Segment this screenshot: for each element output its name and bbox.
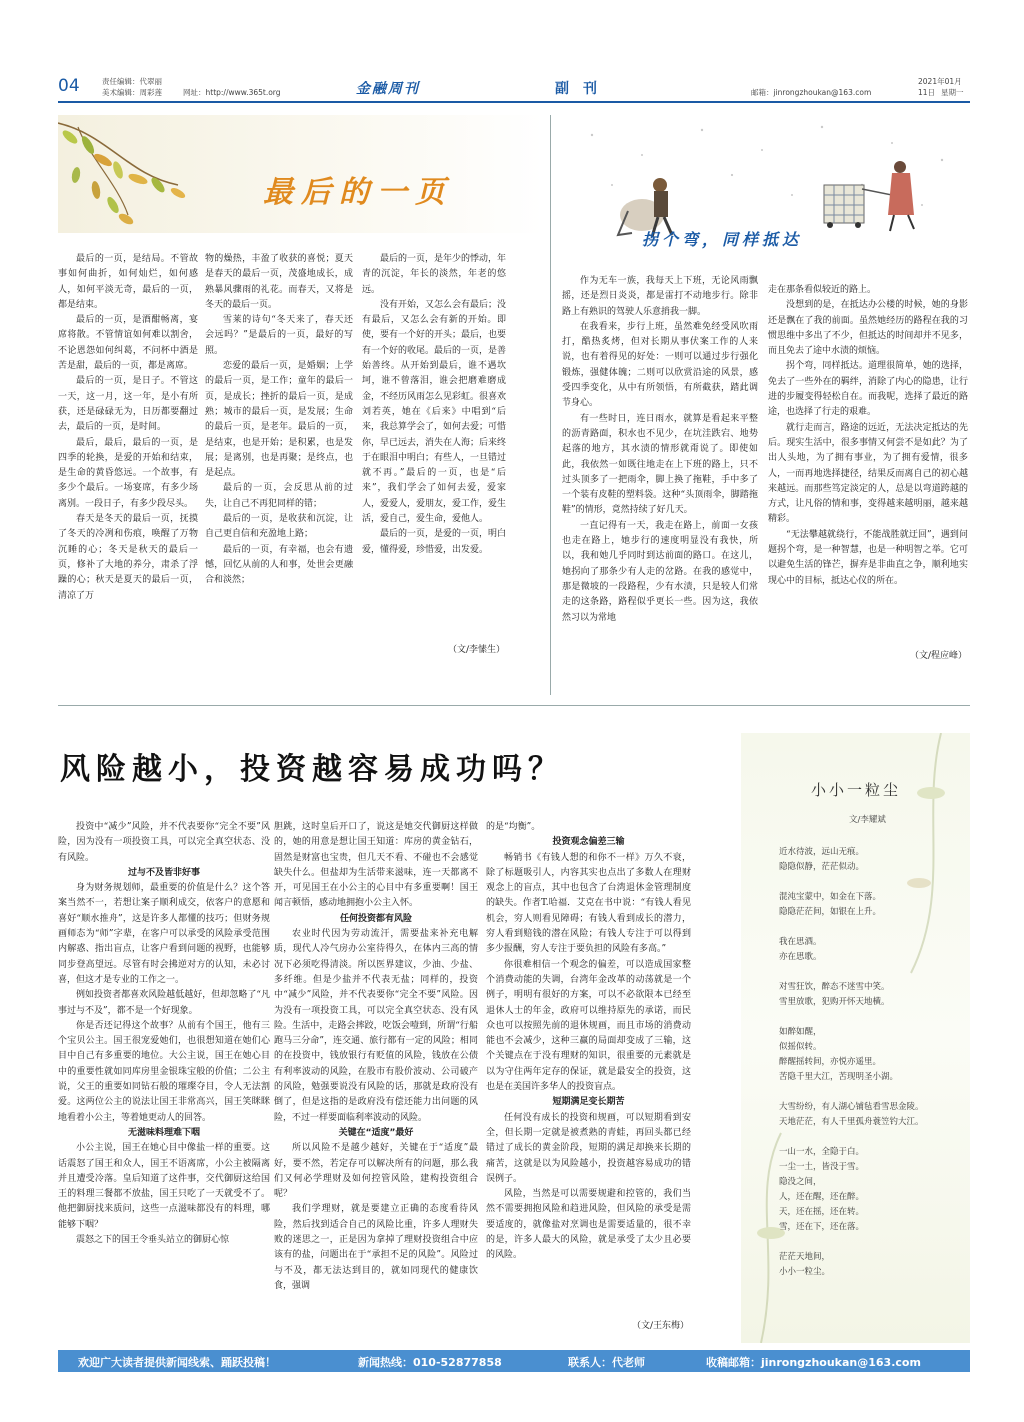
- paragraph: 任何没有成长的投资和规画，可以短期看到安全，但长期一定就是被煮熟的青蛙，再回头都已经错过了成长的黄金阶段，短期的满足却换来长期的痛苦，这就是以为风险越小，投资越容易成功的错误例子。: [486, 1112, 691, 1184]
- poem-line: [779, 965, 964, 980]
- poem-title: 小小一粒尘: [811, 781, 902, 799]
- article1-byline: （文/李愫生）: [448, 645, 506, 655]
- poem-line: 一山一水，全隐于白。: [779, 1147, 865, 1157]
- paragraph: 一直记得有一天，我走在路上，前面一女孩也走在路上，她步行的速度明显没有我快，所以，我和她几乎同时到达前面的路口。在这儿，她拐向了那条少有人走的岔路。在我的感觉中，那是微坡的一段路程，少有水渍，只是较人们常走的这条路，路程似乎更长一些。因为这，我依然习以为常地: [562, 520, 758, 623]
- poem-line: [779, 920, 964, 935]
- paragraph: 走在那条看似较近的路上。: [768, 285, 877, 295]
- paragraph: 你很难相信一个观念的偏差，可以造成国家整个消费动能的失调，台湾年金改革的动荡就是一个例子，明明有很好的方案，可以不必欲限本已经至退休人士的年金，政府可以维持原先的承诺，而民众也可以按照先前的退休规画，而且市场的消费动能也不会减少，这种三赢的局面却变成了三输，这个关键点在于没有理财的知识，很重要的元素就是以为守住两年定存的保证，就是最安全的投资，这也是在美国许多华人的投资盲点。: [486, 959, 691, 1093]
- article3-column-2: [274, 820, 478, 1340]
- paragraph: 最后的一页，是结局。不管故事如何曲折，如何灿烂，如何感人，如何平淡无奇，最后的一页，都是结束。: [58, 254, 198, 310]
- footer-welcome: 欢迎广大读者提供新闻线索、踊跃投稿！: [78, 1356, 276, 1369]
- poem-line: 混沌宝蒙中，如金在下落。: [779, 892, 882, 902]
- poem-body: [779, 845, 964, 1280]
- paragraph: 物的燥热，丰盈了收获的喜悦；夏天是春天的最后一页，茂盛地成长，成熟暴风骤雨的礼花。而春天，又将是冬天的最后一页。: [205, 254, 353, 310]
- poem-line: 雪，还在下，还在落。: [779, 1222, 865, 1232]
- poem-line: 人，还在醒，还在醉。: [779, 1192, 865, 1202]
- paragraph: “无法攀越就绕行，不能战胜就迂回”，遇到问题拐个弯，是一种智慧，也是一种明智之举。它可以避免生活的锋芒，摒弃是非曲直之争，顺利地实现心中的目标，抵达心仪的所在。: [768, 529, 968, 586]
- poem-line: [779, 1085, 964, 1100]
- poem-line: 隐隐茫茫间，如银在上升。: [779, 907, 882, 917]
- article2-column-2: [768, 283, 968, 643]
- poem-line: 隐没之间，: [779, 1177, 822, 1187]
- poem-line: 似摇似转。: [779, 1042, 822, 1052]
- paragraph: 农业时代因为劳动流汗，需要盐来补充电解质，现代人冷气房办公室待得久，在体内三高的情况下必须吃得清淡。所以医界建议，少油、少盐、多纤维。但是少盐并不代表无盐；同样的，投资中“减少”风险，并不代表要你“完全不要”风险。因为没有一项投资工具，可以完全真空状态、没有风险。生活中，走路会摔跤，吃饭会噎到，所谓“行船跑马三分命”，连交通、旅行都有一定的风险；相同的在投资中，钱放银行有贬值的风险，钱放在公债有利率波动的风险，在股市有股价波动、公司破产的风险，勉强要说没有风险的话，那就是政府没有倒了，但是这指的是政府没有偿还能力出问题的风险，不过一样要面临利率波动的风险。: [274, 929, 478, 1123]
- paragraph: 最后的一页，是收获和沉淀，让自己更自信和充盈地上路；: [205, 514, 353, 540]
- site-url: 网址：http://www.365t.org: [183, 88, 281, 97]
- poem-line: 我在思酒。: [779, 937, 822, 947]
- header-rule: [58, 101, 970, 103]
- paragraph: 身为财务规划师，最重要的价值是什么？这个答案当然不一，若想让案子顺利成交，依客户的意愿和喜好“顺水推舟”，这是许多人都懂的技巧；但财务规画师态为“师”字辈，在客户可以承受的风险承受范围内解惑、指出盲点，让客户看到问题的视野，也能够同步登高望远。尽管有时会拂逆对方的认知，未必讨喜，但这才是专业的工作之一。: [58, 883, 270, 985]
- poem-line: [779, 875, 964, 890]
- issue-date: 2021年01月11日: [918, 77, 962, 97]
- contact-email: 邮箱：jinrongzhoukan@163.com: [751, 88, 872, 97]
- section-name: 副 刊: [555, 81, 597, 97]
- article2-column-1: [562, 274, 758, 674]
- poem-line: 小小一粒尘。: [779, 1267, 831, 1277]
- poem-line: 一尘一土，皆没于雪。: [779, 1162, 865, 1172]
- vertical-divider: [550, 115, 551, 695]
- footer-hotline: 新闻热线：010-52877858: [358, 1356, 502, 1369]
- poem-line: 苦隐千里大江，苦现明圣小湖。: [779, 1072, 899, 1082]
- paragraph: 的是“均衡”。: [486, 822, 541, 832]
- paragraph: 春天是冬天的最后一页，抚摸了冬天的冷冽和伤痕，唤醒了万物沉睡的心；冬天是秋天的最后一页，修补了大地的养分，肃杀了浮躁的心；秋天是夏天的最后一页，清凉了万: [58, 514, 198, 601]
- paragraph: 有一些时日，连日雨水，就算是看起来平整的沥青路面，积水也不见少，在坑洼跌宕、地势起落的地方，其水渍的情形就甭说了。即使如此，我依然一如既往地走在上下班的路上，只不过头顶多了一把雨伞，脚上换了拖鞋，手中多了一个装有皮鞋的塑料袋。这种“头顶雨伞，脚踏拖鞋”的情形，竟然持续了好几天。: [562, 413, 758, 516]
- paragraph: 风险，当然是可以需要规避和控管的，我们当然不需要拥抱风险和趋进风险，但风险的承受是需要适度的，就像盐对烹调也是需要适量的，很不幸的是，许多人最大的风险，就是承受了太少且必要的风险。: [486, 1189, 691, 1261]
- subheading: 无滋味料理难下咽: [127, 1127, 200, 1138]
- article1-column-3: [362, 252, 506, 632]
- footer-email: 收稿邮箱：jinrongzhoukan@163.com: [706, 1356, 921, 1369]
- paragraph: 没有开始，又怎么会有最后；没有最后，又怎么会有新的开始。即使，要有一个好的开头；最后，也要有一个好的收尾。最后的一页，是善始善终。从开始到最后，谁不遇坎坷，谁不曾落泪，谁会把磨难磨成金，不经历风雨怎么见彩虹。很喜欢刘若英，她在《后来》中唱到“后来，我总算学会了，如何去爱；可惜你，早已远去，消失在人海；后来终于在眼泪中明白；有些人，一旦错过就不再。”最后的一页，也是“后来”，我们学会了如何去爱，爱家人，爱爱人，爱朋友，爱工作，爱生活，爱自己，爱生命，爱他人。: [362, 299, 506, 525]
- paragraph: 我们学理财，就是要建立正确的态度看待风险，然后找到适合自己的风险比重，许多人理财失败的迷思之一，正是因为拿掉了理财投资组合中应该有的盐，问题出在于“承担不足的风险”。风险过与不及，都无法达到目的，就如同现代的健康饮食，强调: [274, 1204, 478, 1291]
- paragraph: 小公主说，国王在她心目中像盐一样的重要。这话震怒了国王和众人，国王不语离席，小公主被隔离并且遭受冷落。皇后知道了这件事，交代御厨这给国王的料理三餐都不放盐，国王只吃了一天就受不了。他把御厨找来质问，这些一点滋味都没有的料理，哪能够下咽？: [58, 1143, 270, 1230]
- paragraph: 畅销书《有钱人想的和你不一样》万久不衰，除了标题吸引人，内容其实也点出了多数人在理财观念上的盲点，其中也包含了台湾退休金管理制度的缺失。作者T.哈福．艾克在书中说：“有钱人看见机会，穷人则看见障碍；有钱人看到成长的潜力，穷人看到赔钱的潜在风险；有钱人专注于可以得到多少报酬，穷人专注于要负担的风险有多高。”: [486, 852, 691, 955]
- paragraph: 最后的一页，是年少的悸动，年青的沉淀，年长的淡然，年老的悠远。: [362, 254, 506, 295]
- paragraph: 最后的一页，是爱的一页，明白爱，懂得爱，珍惜爱，出发爱。: [362, 529, 506, 555]
- poem-author: 文/李耀斌: [849, 815, 886, 825]
- article3-byline: （文/王东梅）: [632, 1321, 690, 1331]
- subheading: 投资观念偏差三输: [552, 837, 625, 848]
- subheading: 关键在“适度”最好: [338, 1127, 414, 1138]
- poem-line: [779, 1010, 964, 1025]
- article2-title: 拐个弯，同样抵达: [642, 230, 803, 249]
- paragraph: 你是否还记得这个故事？从前有个国王，他有三个宝贝公主。国王很宠爱她们，也很想知道在她们心目中自己有多重要的地位。大公主说，国王在她心目中的重要性就如同库房里金银珠宝般的价值；二公主说，父王的重要如同钻石般的璀璨夺目，令人无法割爱。这两位公主的说法让国王非常高兴，国王笑眯眯地看着小公主，等着她更动人的回答。: [58, 1020, 270, 1123]
- editor-credit: 责任编辑：代翠丽: [102, 77, 162, 86]
- subheading: 短期满足变长期苦: [552, 1097, 625, 1108]
- poem-line: 天，还在摇，还在转。: [779, 1207, 865, 1217]
- poem-line: 天地茫茫，有人千里孤舟蓑笠钓大江。: [779, 1117, 924, 1127]
- article1-illustration: [58, 115, 544, 233]
- poem-line: 近水待波，远山无痕。: [779, 847, 865, 857]
- page-header: [58, 74, 970, 104]
- poem-line: 大雪纷纷，有人湖心铺毡看雪思金陵。: [779, 1102, 924, 1112]
- poem-line: [779, 1235, 964, 1250]
- paragraph: 例如投资者都喜欢风险越低越好，但却忽略了“凡事过与不及”，都不是一个好现象。: [58, 990, 270, 1016]
- article3-title: 风险越小，投资越容易成功吗？: [60, 752, 564, 787]
- paragraph: 最后，最后，最后的一页，是四季的轮换，是爱的开始和结束，是生命的黄昏悠远。一个故事，有多少个最后。一场宴席，有多少场离别。一段日子，有多少段尽头。: [58, 437, 198, 509]
- art-credit: 美术编辑：周彩莲: [102, 88, 162, 97]
- poem-panel: [741, 733, 970, 1343]
- article3-column-3: [486, 820, 691, 1325]
- poem-line: 隐隐似静，茫茫似动。: [779, 862, 865, 872]
- subheading: 过与不及皆非好事: [127, 867, 200, 878]
- paragraph: 最后的一页，是日子。不管这一天，这一月，这一年，是小有所获，还是碌碌无为，日历都要翻过去，最后的一页，是时间。: [58, 376, 198, 433]
- paper-name: 金融周刊: [356, 81, 420, 97]
- poem-line: 对雪狂饮，醉态不迷雪中笑。: [779, 982, 890, 992]
- paragraph: 恋爱的最后一页，是婚姻；上学的最后一页，是工作；童年的最后一页，是成长；挫折的最后一页，是成熟；城市的最后一页，是发展；生命的最后一页，是老年。最后的一页，是结束，也是开始；是积累，也是发展；是离别，也是再聚；是终点，也是起点。: [205, 361, 353, 479]
- paragraph: 在我看来，步行上班，虽然难免经受风吹雨打，酷热炙烤，但对长期从事伏案工作的人来说，也有着得见的好处：一则可以通过步行强化锻炼，强健体魄；二则可以欣赏沿途的风景，感受四季变化，从中有所领悟，有所截获，踏此调节身心。: [562, 321, 758, 409]
- paragraph: 最后的一页，有幸福，也会有遗憾，回忆从前的人和事，处世会更融合和淡然；: [205, 544, 353, 586]
- paragraph: 所以风险不是越少越好，关键在于“适度”最好，要不然，若定存可以解决所有的问题，那么我们又何必学理财及如何控管风险，建构投资组合呢？: [274, 1143, 478, 1200]
- paragraph: 作为无车一族，我每天上下班，无论风雨飘摇，还是烈日炎炎，都是雷打不动地步行。除非路上有熟识的驾驶人乐意捎我一脚。: [562, 276, 758, 317]
- page-number: 04: [58, 76, 80, 96]
- weekday: 星期一: [941, 88, 964, 97]
- paragraph: 最后的一页，会反思从前的过失，让自己不再犯同样的错；: [205, 483, 353, 509]
- paragraph: 震怒之下的国王令垂头站立的御厨心惊: [76, 1235, 230, 1246]
- paragraph: 就行走而言，路途的远近，无法决定抵达的先后。现实生活中，很多事情又何尝不是如此？为了出人头地，为了拥有事业，为了拥有爱情，很多人，一而再地选择捷径，结果反而离自己的初心越来越远。而那些笃定淡定的人，总是以弯道跨越的方式，让凡俗的情和事，变得越来越明丽，越来越精彩。: [768, 422, 968, 525]
- article2-byline: （文/程应峰）: [910, 651, 968, 661]
- subheading: 任何投资都有风险: [339, 913, 412, 924]
- poem-line: 亦在思歌。: [779, 952, 822, 962]
- article1-title: 最后的一页: [263, 175, 453, 210]
- poem-line: 如醉如醒，: [779, 1027, 822, 1037]
- paragraph: 雪莱的诗句“冬天来了，春天还会远吗？”是最后的一页，最好的写照。: [205, 315, 353, 356]
- paragraph: 投资中“减少”风险，并不代表要你“完全不要”风险，因为没有一项投资工具，可以完全真空状态、没有风险。: [58, 822, 270, 863]
- article2-illustration: [562, 115, 970, 265]
- article3-column-1: [58, 820, 270, 1340]
- poem-line: 雪里放歌，犯购开怀天地横。: [779, 997, 890, 1007]
- article1-column-1: [58, 252, 198, 652]
- footer-contact: 联系人：代老师: [568, 1356, 645, 1369]
- horizontal-divider: [58, 705, 970, 706]
- article1-column-2: [205, 252, 353, 652]
- poem-line: 茫茫天地间，: [779, 1252, 831, 1262]
- paragraph: 没想到的是，在抵达办公楼的时候，她的身影还是飘在了我的前面。虽然她经历的路程在我的习惯思维中多出了不少，但抵达的时间却并不见多，而且免去了途中水渍的烦恼。: [768, 300, 968, 357]
- paragraph: 拐个弯，同样抵达。道理很简单，她的选择，免去了一些外在的羁绊，消除了内心的隐患，让行进的步履变得轻松自在。而我呢，选择了最近的路途，也选择了行走的艰难。: [768, 361, 968, 418]
- footer-band: [58, 1350, 970, 1372]
- paragraph: 胆跳，这时皇后开口了，说这是她交代御厨这样做的，她的用意是想让国王知道：库房的黄金钻石，固然是财富也宝贵，但几天不看、不碰也不会感觉缺失什么。但盐却为生活带来滋味，连一天都离不开，可见国王在小公主的心目中有多重要啊！国王闻言顿悟，感动地拥抱小公主入怀。: [274, 822, 478, 909]
- paragraph: 最后的一页，是酒酣畅离，宴席将散。不管情谊如何难以割舍，不论恩怨如何纠葛，不问杯中酒是苦是甜，最后的一页，都是离席。: [58, 315, 198, 372]
- poem-line: 醉醒摇转间，亦悦亦遥里。: [779, 1057, 882, 1067]
- poem-line: [779, 1130, 964, 1145]
